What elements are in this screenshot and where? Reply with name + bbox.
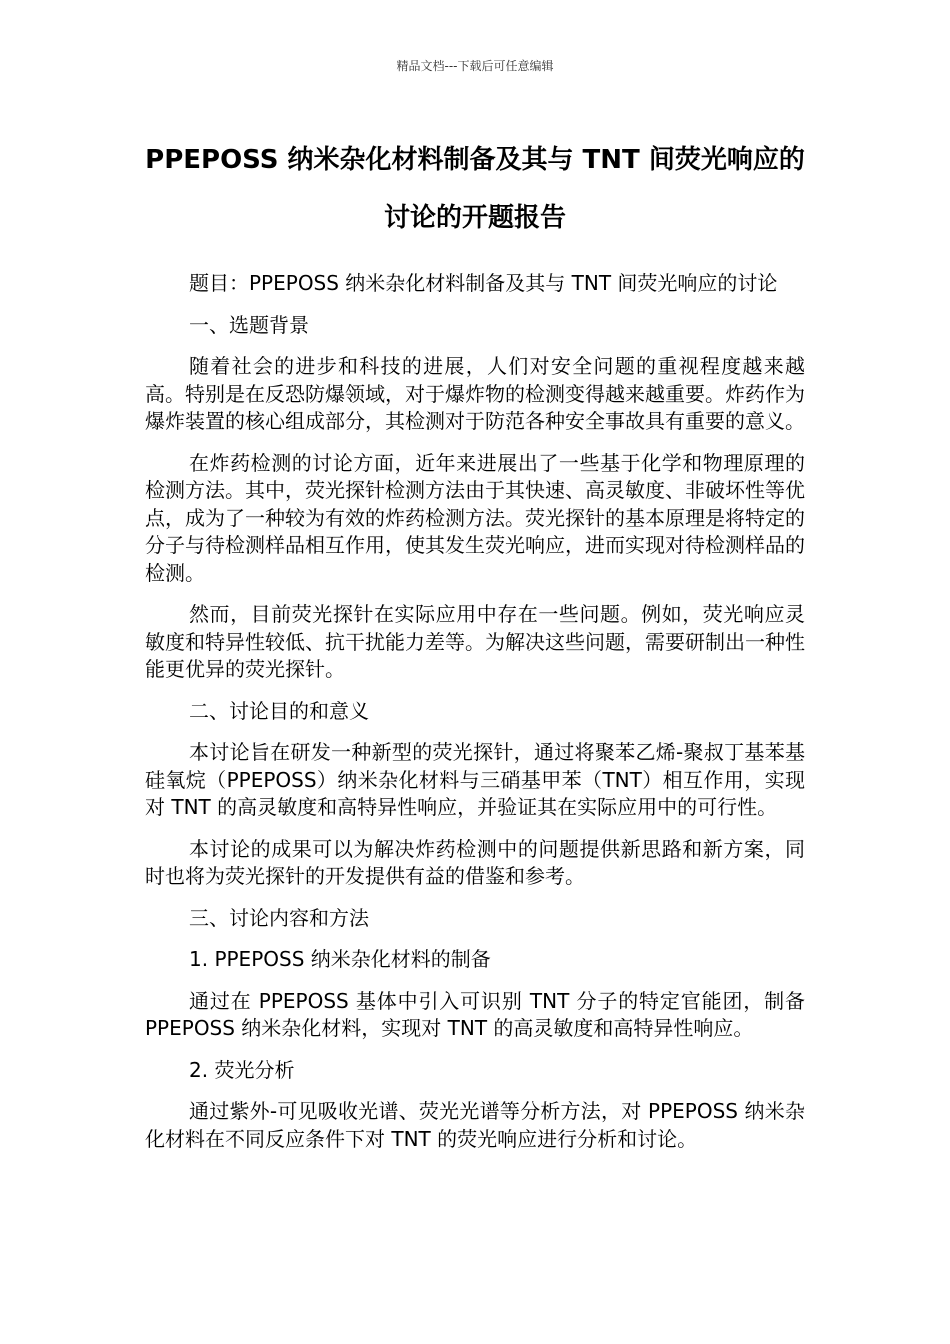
section-heading-methods: 三、讨论内容和方法 <box>189 905 369 930</box>
subheading-preparation: 1. PPEPOSS 纳米杂化材料的制备 <box>189 947 491 971</box>
paragraph: 通过紫外-可见吸收光谱、荧光光谱等分析方法，对 PPEPOSS 纳米杂化材料在不同反应条件下对 TNT 的荧光响应进行分析和讨论。 <box>145 1099 805 1151</box>
document-title: PPEPOSS 纳米杂化材料制备及其与 TNT 间荧光响应的讨论的开题报告 <box>145 145 805 233</box>
paragraph: 随着社会的进步和科技的进展，人们对安全问题的重视程度越来越高。特别是在反恐防爆领域，对于爆炸物的检测变得越来越重要。炸药作为爆炸装置的核心组成部分，其检测对于防范各种安全事故具有重要的意义。 <box>145 354 805 433</box>
paragraph: 然而，目前荧光探针在实际应用中存在一些问题。例如，荧光响应灵敏度和特异性较低、抗干扰能力差等。为解决这些问题，需要研制出一种性能更优异的荧光探针。 <box>145 602 805 681</box>
paragraph: 通过在 PPEPOSS 基体中引入可识别 TNT 分子的特定官能团，制备 PPEPOSS 纳米杂化材料，实现对 TNT 的高灵敏度和高特异性响应。 <box>145 988 805 1040</box>
section-heading-background: 一、选题背景 <box>189 312 309 337</box>
header-note: 精品文档---下载后可任意编辑 <box>396 59 554 73</box>
paragraph: 在炸药检测的讨论方面，近年来进展出了一些基于化学和物理原理的检测方法。其中，荧光探针检测方法由于其快速、高灵敏度、非破坏性等优点，成为了一种较为有效的炸药检测方法。荧光探针的基本原理是将特定的分子与待检测样品相互作用，使其发生荧光响应，进而实现对待检测样品的检测。 <box>145 450 805 585</box>
subject-line: 题目：PPEPOSS 纳米杂化材料制备及其与 TNT 间荧光响应的讨论 <box>189 271 778 295</box>
document-body <box>145 270 805 1153</box>
subheading-fluorescence: 2. 荧光分析 <box>189 1057 295 1082</box>
paragraph: 本讨论的成果可以为解决炸药检测中的问题提供新思路和新方案，同时也将为荧光探针的开发提供有益的借鉴和参考。 <box>145 836 805 888</box>
section-heading-purpose: 二、讨论目的和意义 <box>189 698 369 723</box>
paragraph: 本讨论旨在研发一种新型的荧光探针，通过将聚苯乙烯-聚叔丁基苯基硅氧烷（PPEPOSS）纳米杂化材料与三硝基甲苯（TNT）相互作用，实现对 TNT 的高灵敏度和高特异性响应，并验证其在实际应用中的可行性。 <box>145 740 805 819</box>
